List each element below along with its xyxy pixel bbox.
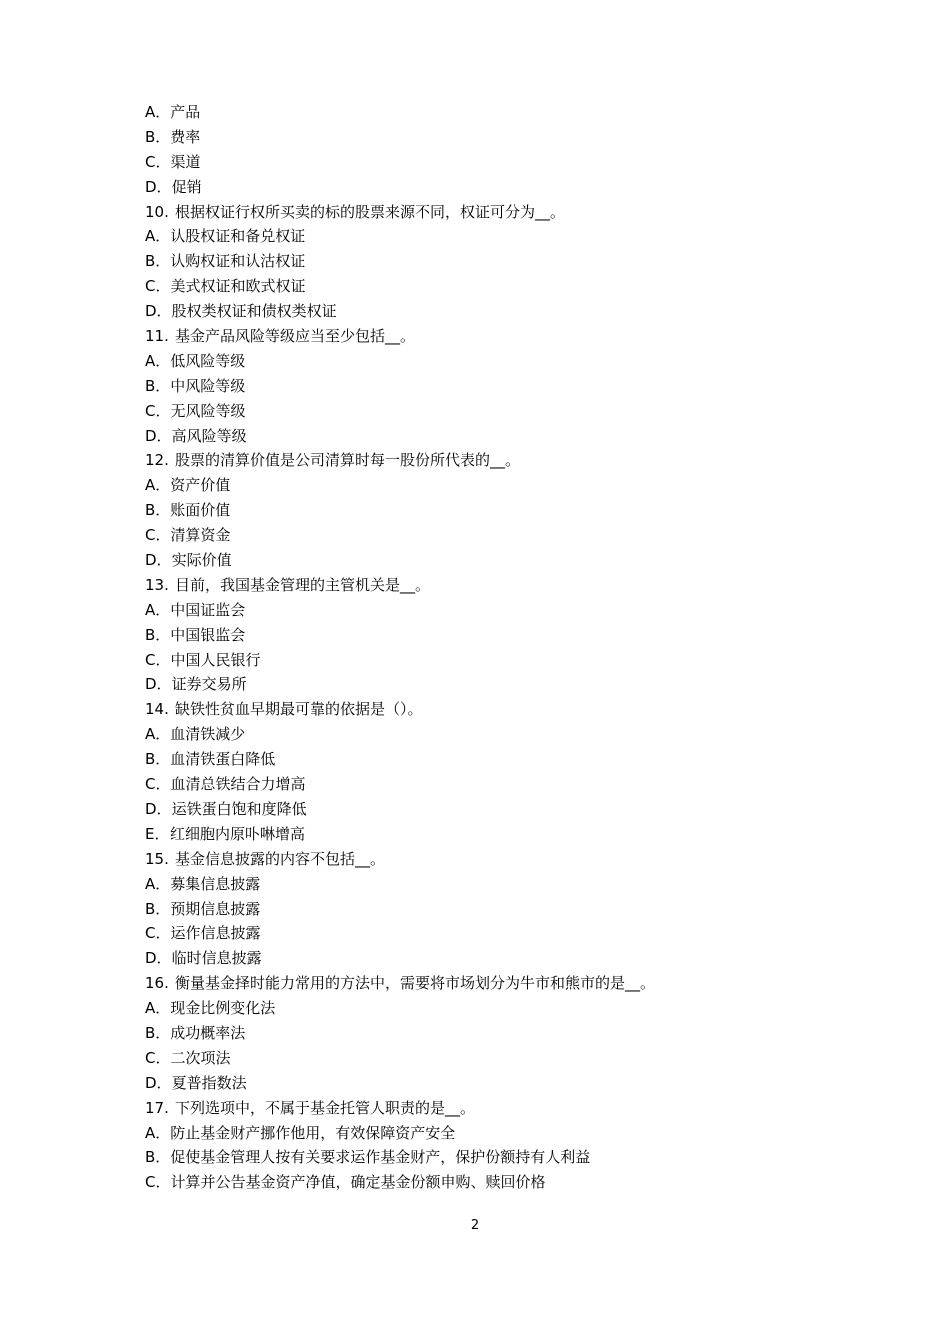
question-list <box>145 100 845 1195</box>
answer-option <box>145 797 845 822</box>
option-label: C． <box>145 924 171 943</box>
option-text: 认购权证和认沽权证 <box>170 252 306 271</box>
option-text: 高风险等级 <box>171 426 247 445</box>
answer-option <box>145 473 845 498</box>
answer-option <box>145 100 845 125</box>
answer-option <box>145 224 845 249</box>
option-text: 资产价值 <box>170 476 231 495</box>
question-number: 16. <box>145 974 169 993</box>
option-text: 认股权证和备兑权证 <box>170 227 306 246</box>
answer-option <box>145 498 845 523</box>
answer-option <box>145 1121 845 1146</box>
option-text: 运铁蛋白饱和度降低 <box>171 799 307 818</box>
answer-option <box>145 548 845 573</box>
option-label: A． <box>145 476 171 495</box>
answer-option <box>145 648 845 673</box>
option-text: 预期信息披露 <box>170 899 261 918</box>
option-label: C． <box>145 401 171 420</box>
option-label: D． <box>145 302 172 321</box>
question-number: 14. <box>145 700 169 719</box>
question-text: 缺铁性贫血早期最可靠的依据是（）。 <box>175 700 423 719</box>
option-text: 血清铁蛋白降低 <box>170 750 276 769</box>
question-stem <box>145 448 845 473</box>
question-stem <box>145 697 845 722</box>
option-label: C． <box>145 1173 171 1192</box>
question-number: 11. <box>145 327 169 346</box>
option-text: 促销 <box>171 177 202 196</box>
option-text: 血清铁减少 <box>170 725 246 744</box>
option-label: D． <box>145 675 172 694</box>
option-label: A． <box>145 103 171 121</box>
option-label: C． <box>145 277 171 296</box>
answer-option <box>145 623 845 648</box>
option-label: C． <box>145 152 171 171</box>
option-label: C． <box>145 1048 171 1067</box>
answer-option <box>145 523 845 548</box>
answer-option <box>145 1021 845 1046</box>
option-text: 股权类权证和债权类权证 <box>171 302 337 321</box>
option-label: D． <box>145 426 172 445</box>
option-text: 临时信息披露 <box>171 949 262 968</box>
option-text: 夏普指数法 <box>171 1073 247 1092</box>
question-text: 目前，我国基金管理的主管机关是__。 <box>175 575 431 594</box>
answer-option <box>145 872 845 897</box>
answer-option <box>145 722 845 747</box>
page-number: 2 <box>470 1218 480 1233</box>
option-text: 成功概率法 <box>170 1023 246 1042</box>
option-label: C． <box>145 526 171 545</box>
option-label: B． <box>145 1148 171 1167</box>
option-text: 防止基金财产挪作他用，有效保障资产安全 <box>170 1123 456 1142</box>
question-stem <box>145 1096 845 1121</box>
option-label: A． <box>145 351 171 370</box>
option-label: A． <box>145 227 171 246</box>
question-text: 衡量基金择时能力常用的方法中，需要将市场划分为牛市和熊市的是__。 <box>175 974 656 993</box>
option-text: 计算并公告基金资产净值，确定基金份额申购、赎回价格 <box>170 1173 546 1192</box>
answer-option <box>145 399 845 424</box>
option-label: A． <box>145 1123 171 1142</box>
option-label: B． <box>145 501 171 520</box>
answer-option <box>145 175 845 200</box>
answer-option <box>145 672 845 697</box>
question-number: 17. <box>145 1098 169 1117</box>
option-text: 血清总铁结合力增高 <box>170 775 306 794</box>
option-label: B． <box>145 252 171 271</box>
answer-option <box>145 150 845 175</box>
option-label: D． <box>145 949 172 968</box>
option-text: 证券交易所 <box>171 675 247 694</box>
answer-option <box>145 249 845 274</box>
option-text: 现金比例变化法 <box>170 999 276 1018</box>
option-text: 清算资金 <box>170 526 231 545</box>
option-label: B． <box>145 376 171 395</box>
option-text: 促使基金管理人按有关要求运作基金财产，保护份额持有人利益 <box>170 1148 591 1167</box>
option-label: A． <box>145 999 171 1018</box>
question-number: 12. <box>145 451 169 470</box>
question-stem <box>145 847 845 872</box>
option-text: 中国证监会 <box>170 600 246 619</box>
question-text: 下列选项中，不属于基金托管人职责的是__。 <box>175 1098 476 1117</box>
option-text: 账面价值 <box>170 501 231 520</box>
option-label: E． <box>145 824 170 843</box>
question-text: 根据权证行权所买卖的标的股票来源不同，权证可分为__。 <box>175 202 566 221</box>
option-text: 实际价值 <box>171 551 232 570</box>
question-text: 基金信息披露的内容不包括__。 <box>175 849 386 868</box>
option-label: D． <box>145 551 172 570</box>
answer-option <box>145 772 845 797</box>
option-text: 中国银监会 <box>170 625 246 644</box>
option-label: B． <box>145 750 171 769</box>
answer-option <box>145 1145 845 1170</box>
answer-option <box>145 1170 845 1195</box>
question-stem <box>145 971 845 996</box>
answer-option <box>145 921 845 946</box>
answer-option <box>145 1046 845 1071</box>
option-text: 募集信息披露 <box>170 874 261 893</box>
option-text: 产品 <box>170 103 201 121</box>
answer-option <box>145 897 845 922</box>
option-label: A． <box>145 600 171 619</box>
question-text: 股票的清算价值是公司清算时每一股份所代表的__。 <box>175 451 521 470</box>
question-stem <box>145 573 845 598</box>
option-label: B． <box>145 1023 171 1042</box>
option-label: C． <box>145 775 171 794</box>
answer-option <box>145 299 845 324</box>
option-text: 低风险等级 <box>170 351 246 370</box>
option-label: B． <box>145 127 171 146</box>
answer-option <box>145 374 845 399</box>
option-label: A． <box>145 874 171 893</box>
option-label: C． <box>145 650 171 669</box>
question-stem <box>145 324 845 349</box>
question-number: 15. <box>145 849 169 868</box>
option-text: 运作信息披露 <box>170 924 261 943</box>
option-text: 美式权证和欧式权证 <box>170 277 306 296</box>
question-number: 13. <box>145 575 169 594</box>
answer-option <box>145 946 845 971</box>
option-text: 渠道 <box>170 152 201 171</box>
question-text: 基金产品风险等级应当至少包括__。 <box>175 327 416 346</box>
option-text: 费率 <box>170 127 201 146</box>
answer-option <box>145 598 845 623</box>
answer-option <box>145 424 845 449</box>
option-text: 中风险等级 <box>170 376 246 395</box>
option-label: B． <box>145 899 171 918</box>
option-text: 无风险等级 <box>170 401 246 420</box>
question-number: 10. <box>145 202 169 221</box>
option-label: D． <box>145 177 172 196</box>
answer-option <box>145 125 845 150</box>
answer-option <box>145 747 845 772</box>
option-text: 二次项法 <box>170 1048 231 1067</box>
option-text: 红细胞内原卟啉增高 <box>170 824 306 843</box>
option-label: B． <box>145 625 171 644</box>
answer-option <box>145 1071 845 1096</box>
answer-option <box>145 349 845 374</box>
option-label: A． <box>145 725 171 744</box>
question-stem <box>145 200 845 225</box>
option-label: D． <box>145 1073 172 1092</box>
answer-option <box>145 996 845 1021</box>
option-text: 中国人民银行 <box>170 650 261 669</box>
answer-option <box>145 822 845 847</box>
answer-option <box>145 274 845 299</box>
option-label: D． <box>145 799 172 818</box>
